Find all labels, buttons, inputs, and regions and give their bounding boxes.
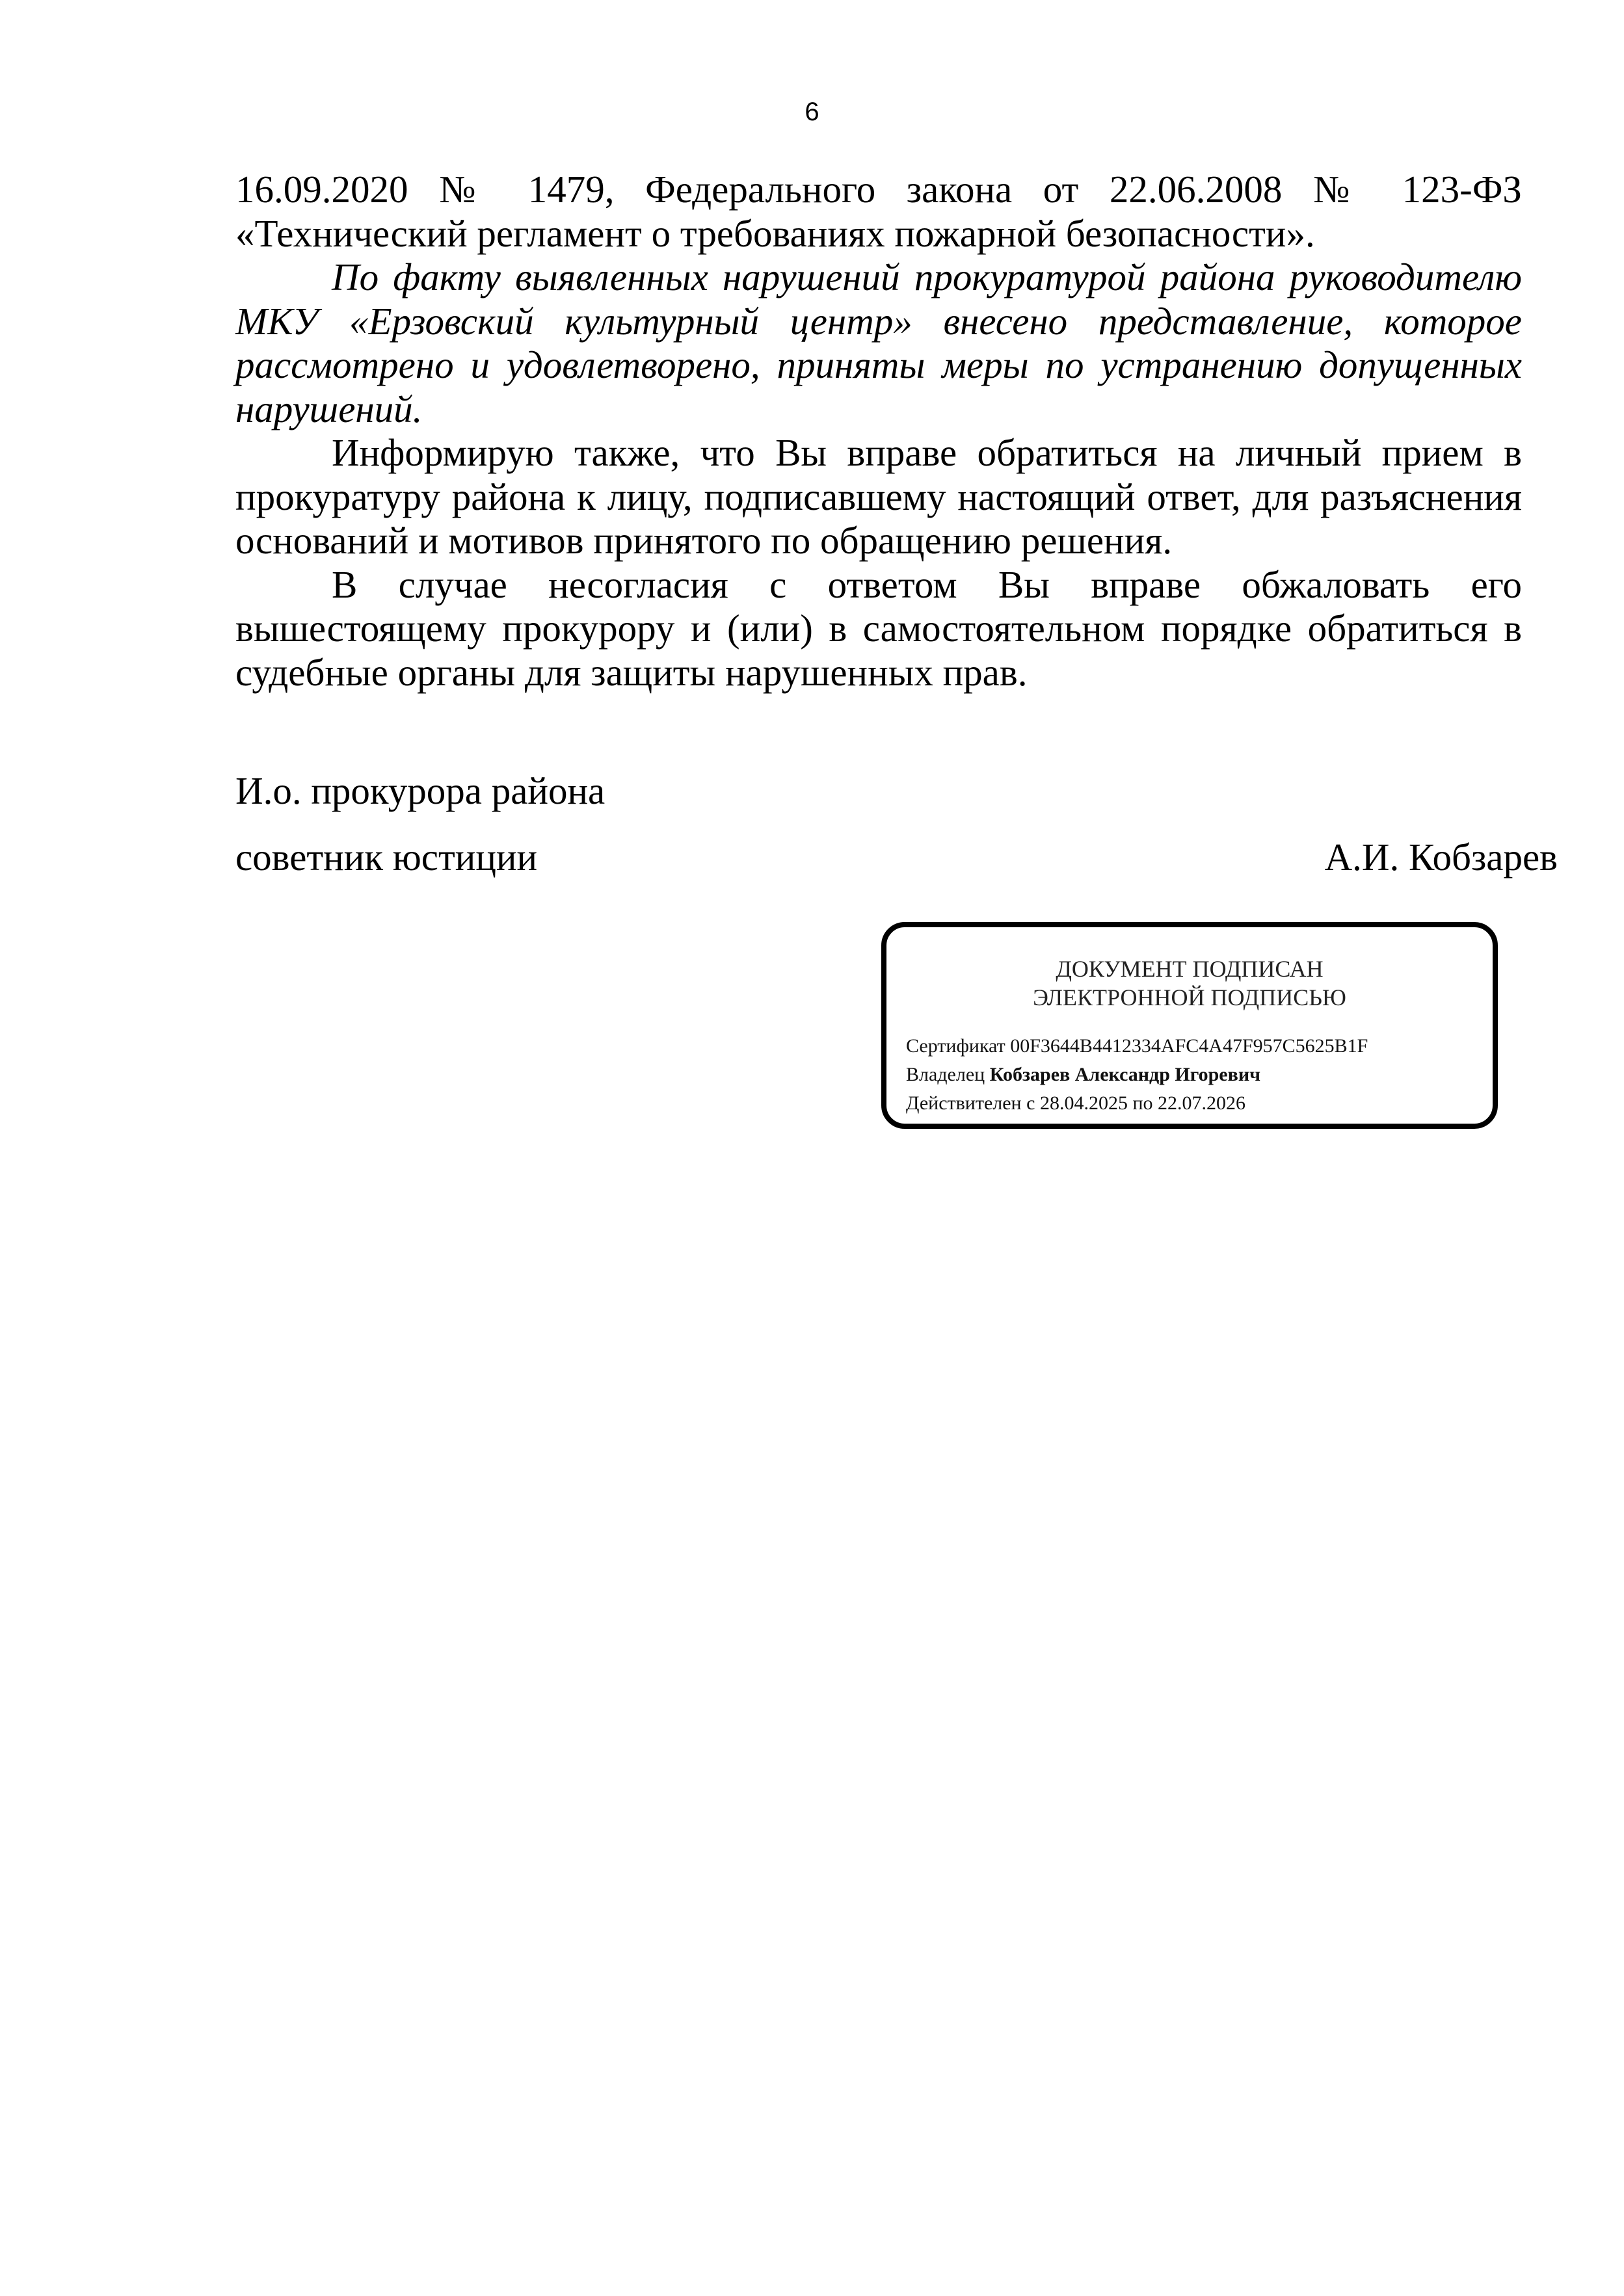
certificate-label: Сертификат <box>906 1035 1005 1057</box>
valid-to-label: по <box>1132 1092 1153 1114</box>
document-body <box>235 168 1522 694</box>
stamp-title-line1: ДОКУМЕНТ ПОДПИСАН <box>1056 956 1324 982</box>
paragraph-personal-reception: Информирую также, что Вы вправе обратиться на личный прием в прокуратуру района к лицу, подписавшему настоящий ответ, для разъяснения оснований и мотивов принятого по обращению решения. <box>235 431 1522 562</box>
valid-from-date: 28.04.2025 <box>1039 1092 1128 1114</box>
stamp-title-line2: ЭЛЕКТРОННОЙ ПОДПИСЬЮ <box>1033 984 1346 1010</box>
paragraph-appeal: В случае несогласия с ответом Вы вправе обжаловать его вышестоящему прокурору и (или) в самостоятельном порядке обратиться в судебные органы для защиты нарушенных прав. <box>235 562 1522 694</box>
valid-to-date: 22.07.2026 <box>1158 1092 1246 1114</box>
owner-value: Кобзарев Александр Игоревич <box>989 1064 1261 1085</box>
certificate-value: 00F3644B4412334AFC4A47F957C5625B1F <box>1010 1035 1368 1057</box>
owner-label: Владелец <box>906 1064 985 1085</box>
stamp-certificate-row <box>906 1035 1368 1057</box>
paragraph-law-reference: 16.09.2020 № 1479, Федерального закона от 22.06.2008 № 123-ФЗ «Технический регламент о требованиях пожарной безопасности». <box>235 168 1522 255</box>
signer-name: А.И. Кобзарев <box>1324 836 1558 878</box>
electronic-signature-stamp <box>881 922 1498 1129</box>
paragraph-violations: По факту выявленных нарушений прокуратурой района руководителю МКУ «Ерзовский культурный центр» внесено представление, которое рассмотрено и удовлетворено, приняты меры по устранению допущенных нарушений. <box>235 256 1522 430</box>
page-number: 6 <box>805 98 819 126</box>
signer-rank: советник юстиции <box>235 836 538 878</box>
stamp-validity-row <box>906 1092 1245 1115</box>
stamp-owner-row <box>906 1064 1260 1086</box>
signer-position: И.о. прокурора района <box>235 769 606 812</box>
valid-label: Действителен <box>906 1092 1022 1114</box>
valid-from-label: с <box>1026 1092 1035 1114</box>
